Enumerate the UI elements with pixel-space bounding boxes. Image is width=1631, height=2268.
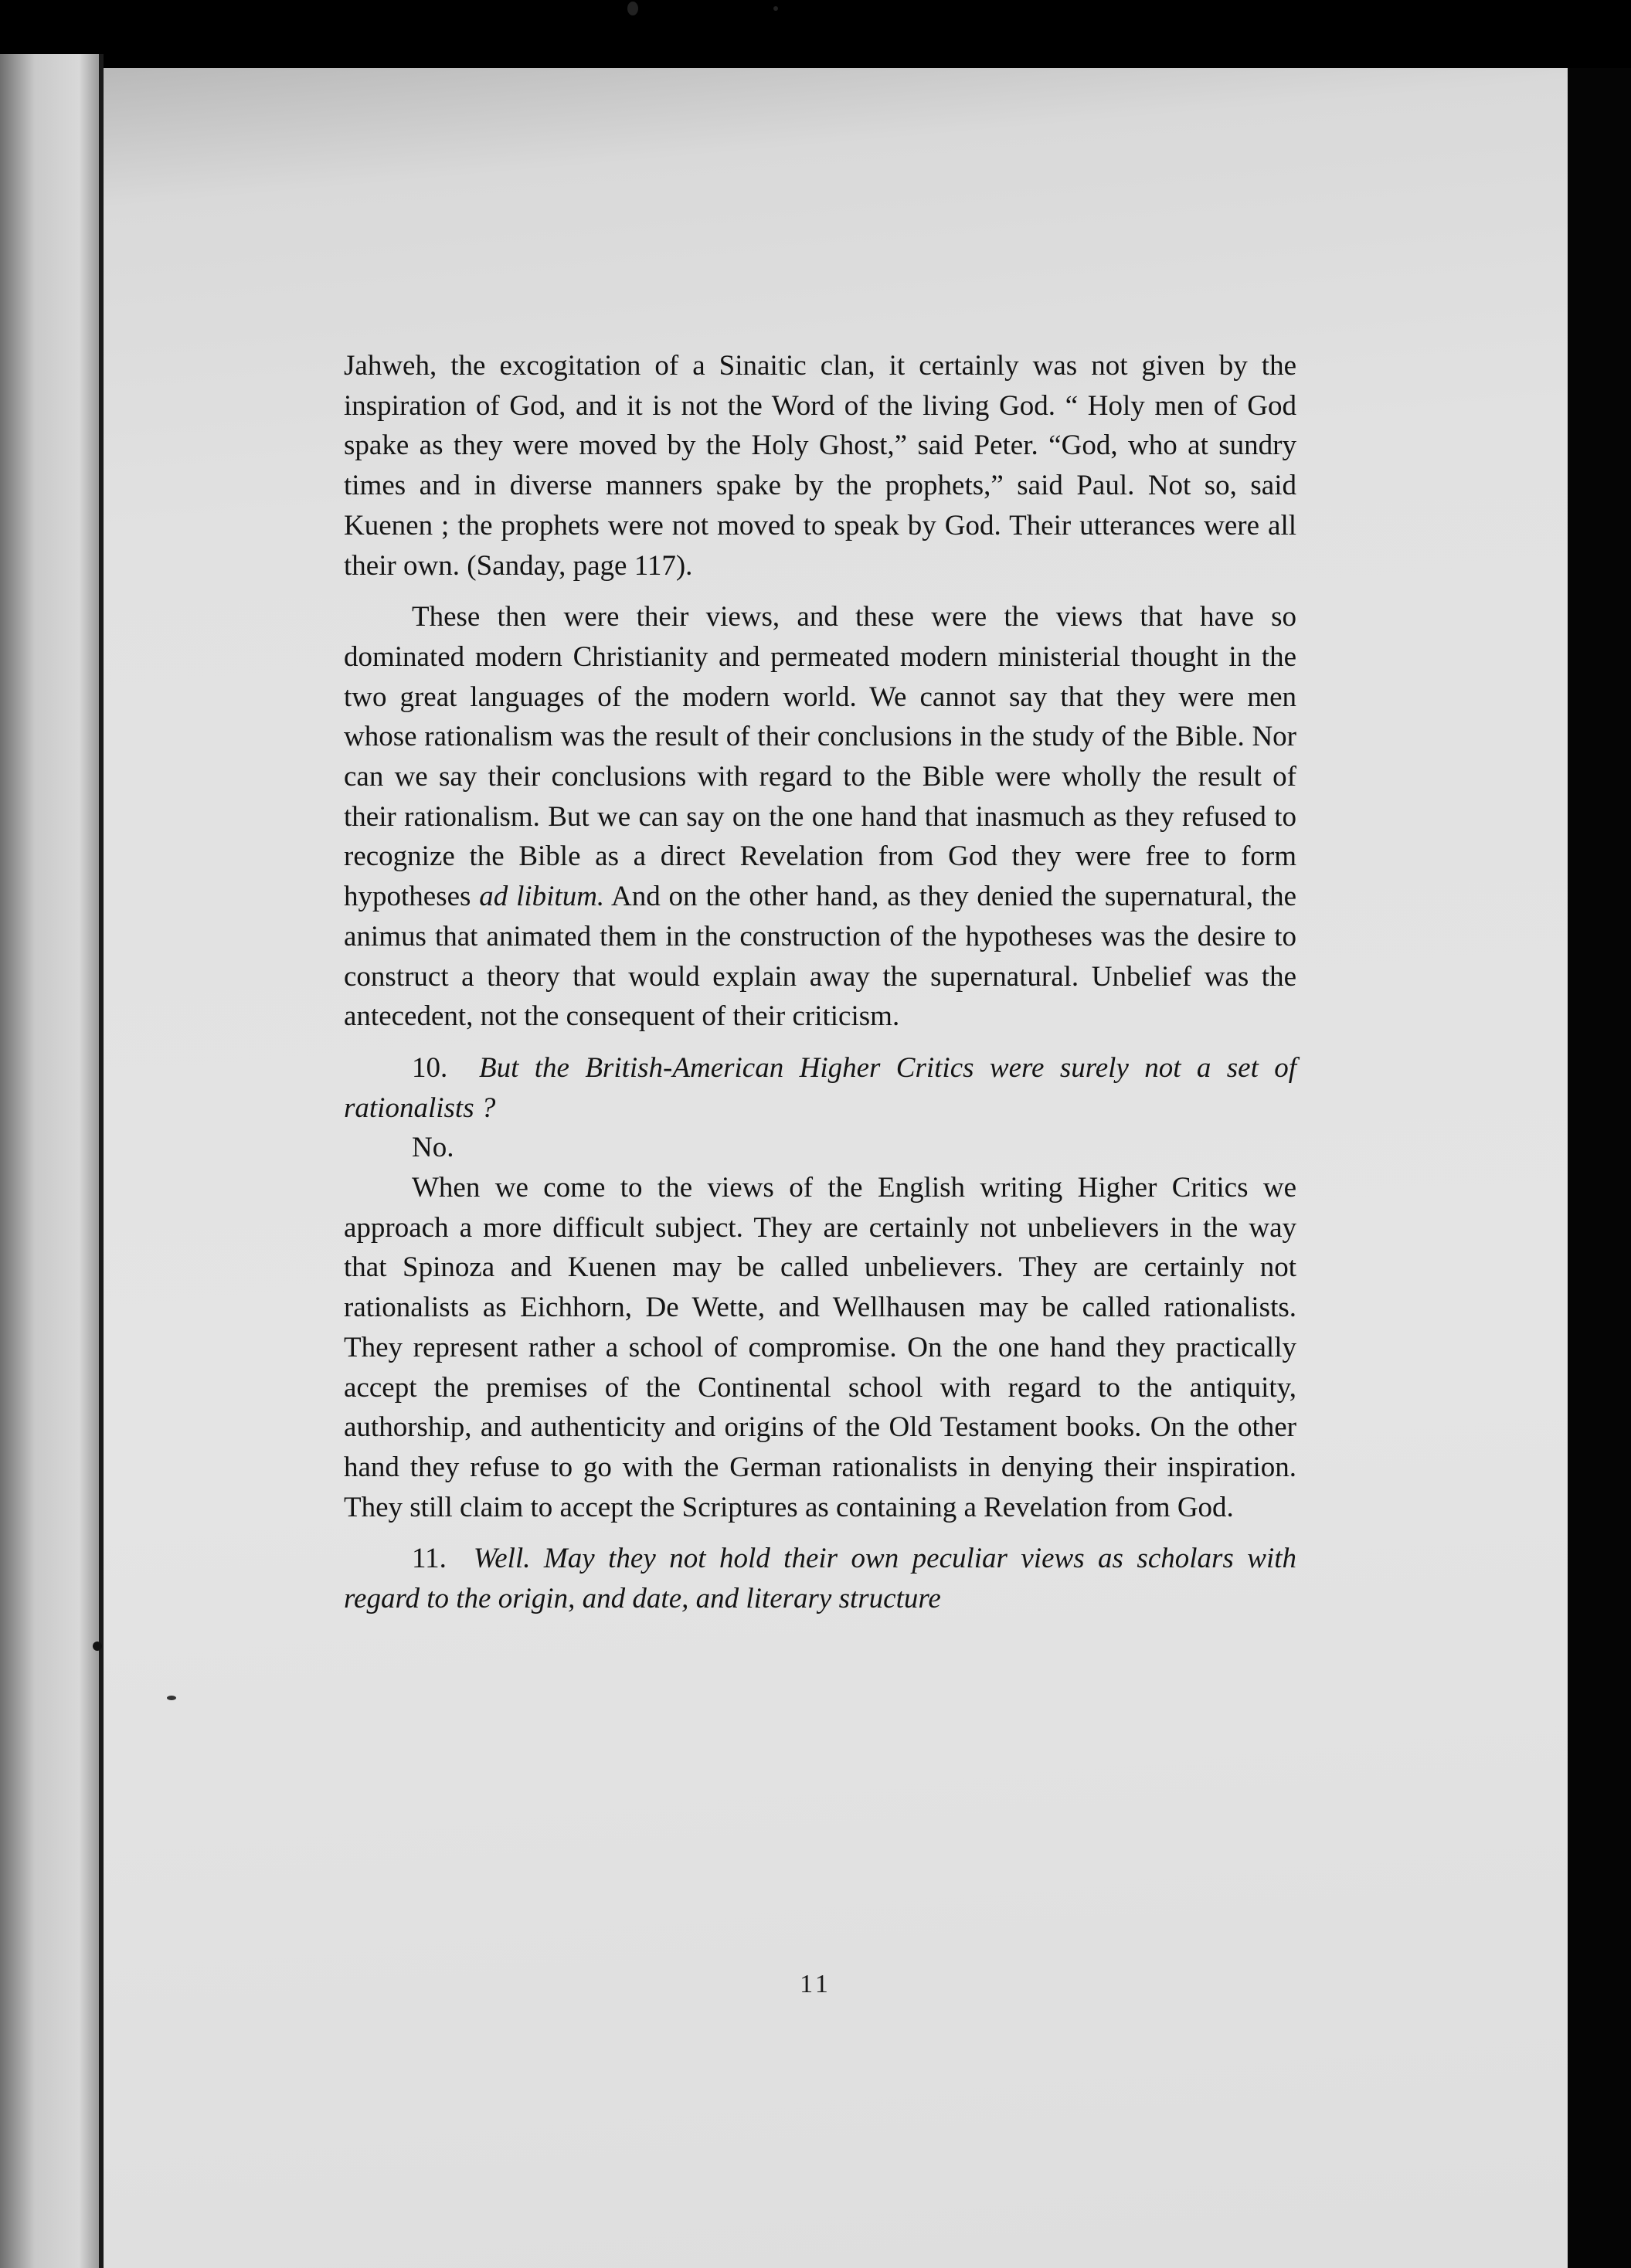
page-body-text — [344, 346, 1296, 1619]
paragraph-english-critics: When we come to the views of the English writing Higher Critics we approach a more difficult subject. They are certainly not unbelievers in the way that Spinoza and Kuenen may be called unbelievers. They are certainly not rationalists as Eichhorn, De Wette, and Wellhausen may be called rationalists. They represent rather a school of compromise. On the one hand they practically accept the premises of the Continental school with regard to the antiquity, authorship, and authenticity and origins of the Old Testament books. On the other hand they refuse to go with the German rationalists in denying their inspiration. They still claim to accept the Scriptures as containing a Revelation from God. — [344, 1172, 1296, 1523]
question-text: But the British-American Higher Critics were surely not a set of rationalists ? — [344, 1051, 1297, 1124]
latin-phrase: ad libitum. — [479, 881, 605, 913]
answer-10: No. — [412, 1132, 454, 1164]
question-text: Well. May they not hold their own peculiar views as scholars with regard to the origin, and date, and literary structure — [344, 1543, 1297, 1615]
scan-border — [1568, 68, 1631, 2268]
facing-page-edge — [0, 54, 99, 2268]
paragraph-kuenen: Jahweh, the excogitation of a Sinaitic clan, it certainly was not given by the inspiration of God, and it is not the Word of the living God. “ Holy men of God spake as they were moved by the Holy Ghost,” said Peter. “God, who at sundry times and in diverse manners spake by the prophets,” said Paul. Not so, said Kuenen ; the prophets were not moved to speak by God. Their utterances were all their own. (Sanday, page 117). — [344, 350, 1296, 582]
scan-artifact — [93, 1642, 102, 1651]
scan-artifact — [773, 6, 778, 11]
question-number: 11. — [412, 1543, 447, 1575]
question-10 — [344, 1048, 1296, 1128]
scan-artifact — [627, 2, 638, 15]
scan-artifact — [167, 1696, 176, 1700]
question-number: 10. — [412, 1051, 448, 1084]
page-number: 11 — [800, 1970, 831, 1998]
question-11 — [344, 1539, 1296, 1618]
paragraph-their-views-text: These then were their views, and these were the views that have so dominated modern Christianity and permeated modern ministerial thought in the two great languages of the modern world. We cannot say that they were men whose rationalism was the result of their conclusions in the study of the Bible. Nor can we say their conclusions with regard to the Bible were wholly the result of their rationalism. But we can say on the one hand that inasmuch as they refused to recognize the Bible as a direct Revelation from God they were free to form hypotheses — [344, 601, 1296, 913]
paragraph-their-views — [344, 597, 1296, 1037]
paragraph-their-views-continued: And on the other hand, as they denied the supernatural, the animus that animated them in the construction of the hypotheses was the desire to construct a theory that would explain away the supernatural. Unbelief was the antecedent, not the consequent of their criticism. — [344, 881, 1297, 1033]
